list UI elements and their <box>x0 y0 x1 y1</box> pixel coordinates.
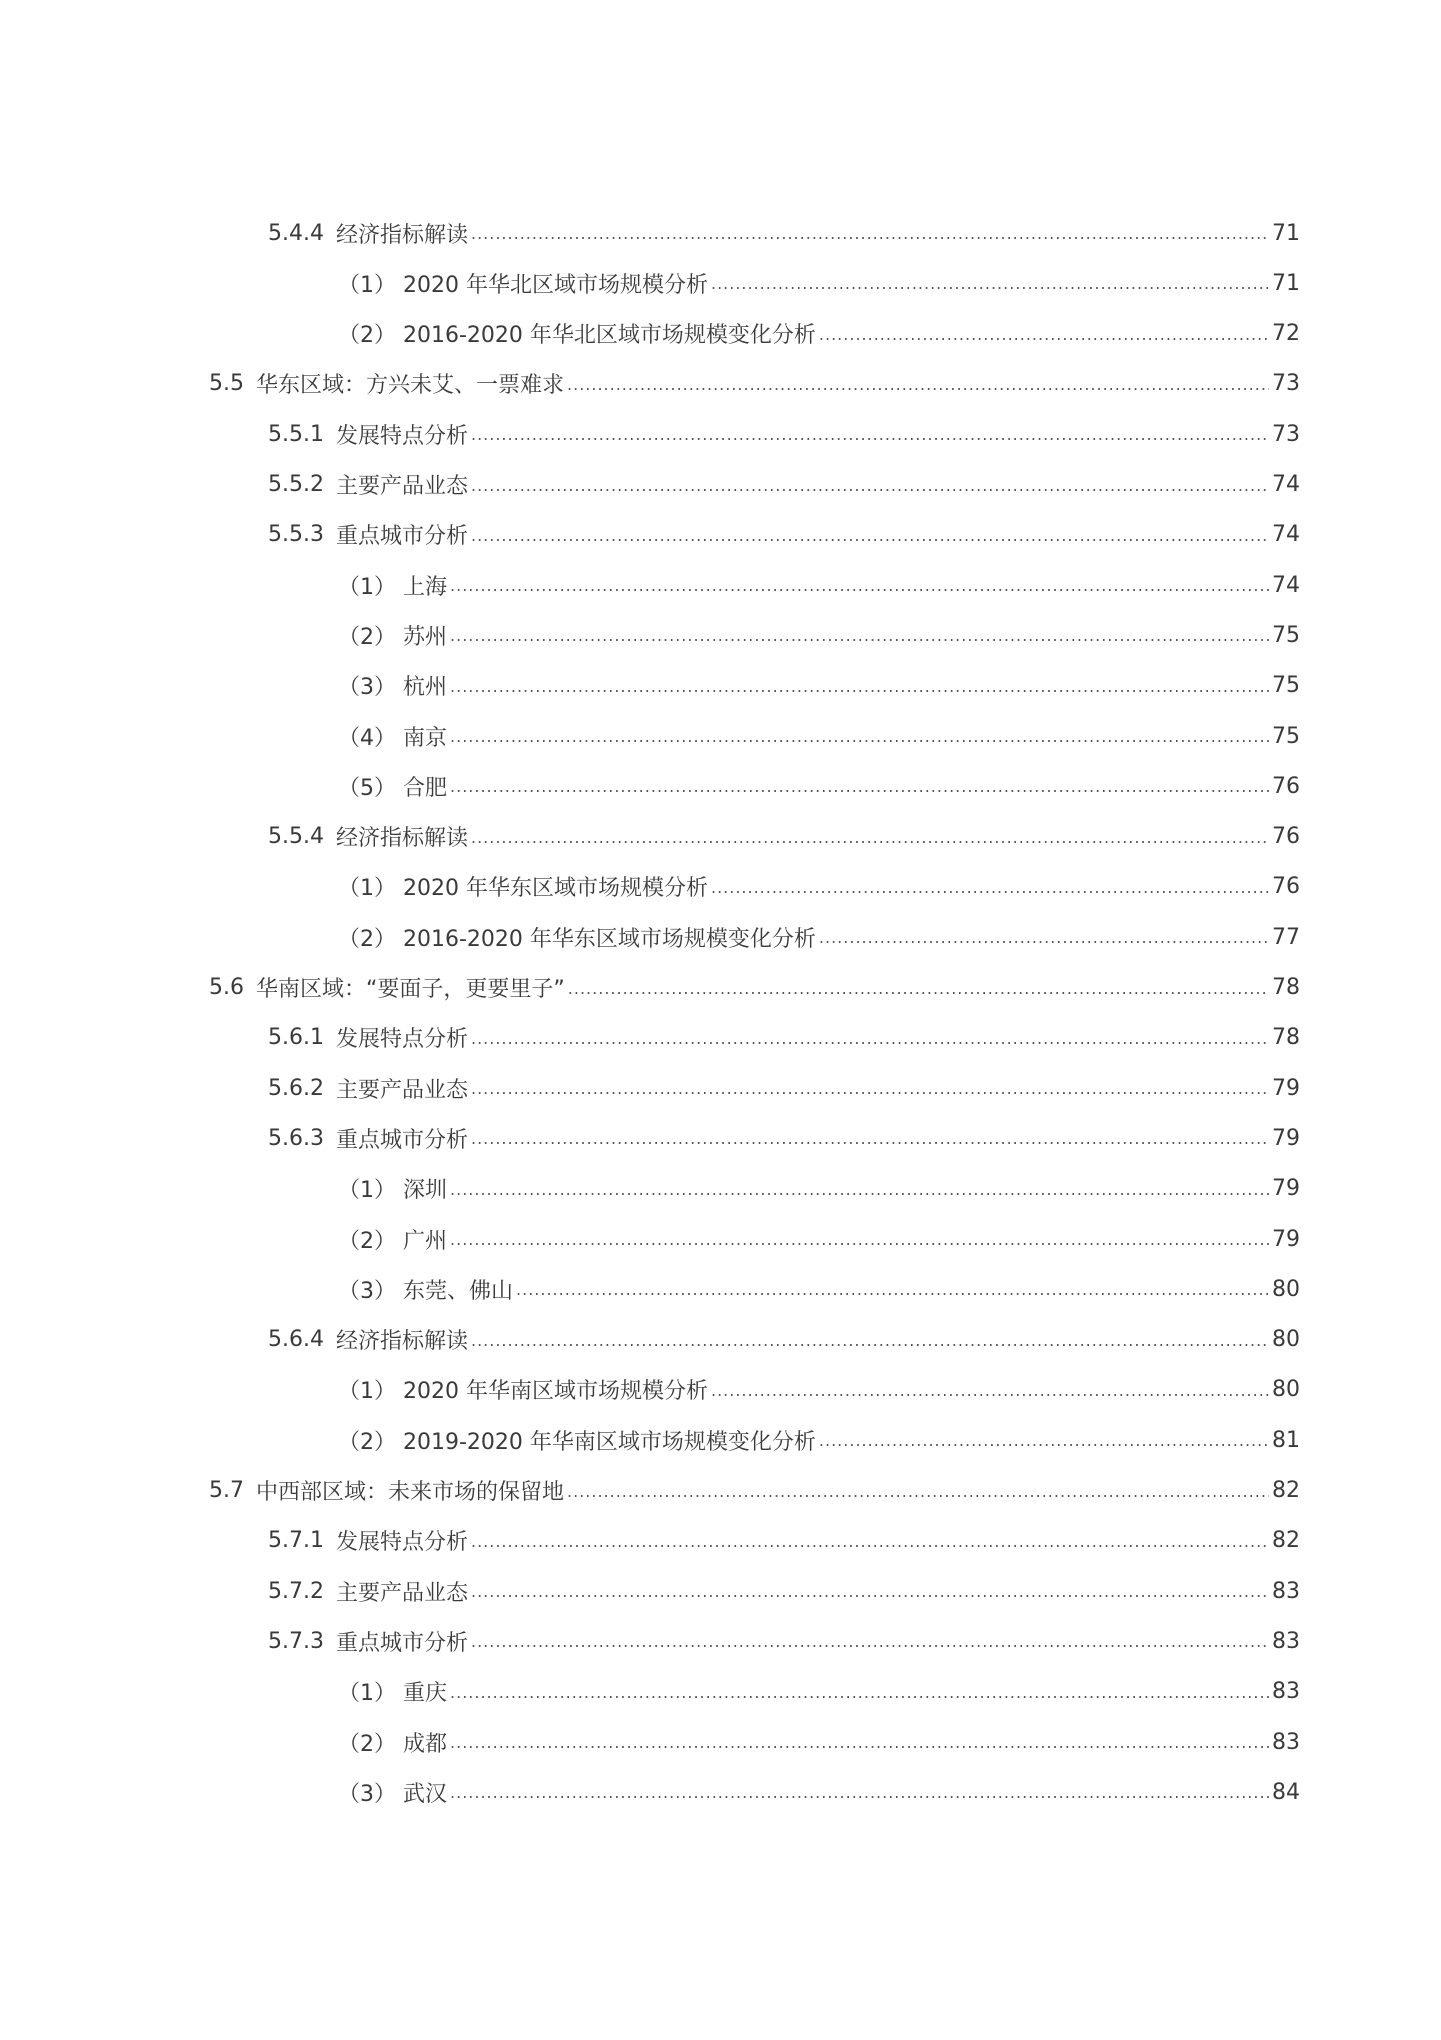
toc-entry-number: （1） <box>338 1178 396 1204</box>
toc-entry-page: 80 <box>1272 1327 1300 1353</box>
dot-leader <box>471 1331 1269 1357</box>
toc-entry-page: 74 <box>1272 572 1300 598</box>
dot-leader <box>711 274 1269 300</box>
toc-entry[interactable] <box>209 367 1300 401</box>
toc-entry-page: 73 <box>1272 371 1300 397</box>
toc-entry-number: （1） <box>338 574 396 600</box>
dot-leader <box>819 1431 1269 1457</box>
toc-entry-title: 重点城市分析 <box>335 524 468 550</box>
toc-entry[interactable] <box>338 568 1300 602</box>
toc-entry[interactable] <box>268 820 1300 854</box>
toc-entry-title: 成都 <box>403 1731 448 1757</box>
toc-entry-page: 80 <box>1272 1377 1300 1403</box>
toc-entry-title: 广州 <box>403 1228 448 1254</box>
toc-entry-page: 76 <box>1272 824 1300 850</box>
toc-entry[interactable] <box>268 1524 1300 1558</box>
toc-entry-number: 5.6.2 <box>268 1075 324 1101</box>
toc-entry-number: （2） <box>338 323 396 349</box>
toc-entry[interactable] <box>268 1071 1300 1105</box>
toc-entry-page: 75 <box>1272 673 1300 699</box>
dot-leader <box>450 1683 1269 1709</box>
dot-leader <box>471 1079 1269 1105</box>
dot-leader <box>471 526 1269 552</box>
toc-entry-page: 74 <box>1272 522 1300 548</box>
toc-entry-number: 5.5.1 <box>268 421 324 447</box>
dot-leader <box>567 375 1269 401</box>
toc-entry[interactable] <box>338 669 1300 703</box>
toc-entry-title: 经济指标解读 <box>335 1329 468 1355</box>
toc-entry-title: 重点城市分析 <box>335 1630 468 1656</box>
dot-leader <box>450 1230 1269 1256</box>
toc-entry-page: 79 <box>1272 1176 1300 1202</box>
toc-entry[interactable] <box>268 468 1300 502</box>
toc-entry[interactable] <box>338 1373 1300 1407</box>
toc-entry-page: 83 <box>1272 1729 1300 1755</box>
dot-leader <box>450 777 1269 803</box>
toc-entry-title: 2020 年华东区域市场规模分析 <box>403 876 708 902</box>
toc-entry-number: （2） <box>338 624 396 650</box>
toc-entry-number: 5.7 <box>209 1478 244 1503</box>
toc-entry-number: 5.7.2 <box>268 1578 324 1604</box>
toc-entry-title: 发展特点分析 <box>335 423 468 449</box>
toc-entry[interactable] <box>268 1323 1300 1357</box>
dot-leader <box>471 828 1269 854</box>
dot-leader <box>450 1180 1269 1206</box>
toc-entry-number: 5.5.4 <box>268 824 324 850</box>
toc-entry-title: 中西部区域：未来市场的保留地 <box>256 1480 565 1505</box>
toc-entry-number: （1） <box>338 272 396 298</box>
toc-entry[interactable] <box>268 417 1300 451</box>
toc-entry-number: 5.4.4 <box>268 220 324 246</box>
toc-entry-number: 5.5 <box>209 371 244 397</box>
dot-leader <box>450 677 1269 703</box>
dot-leader <box>471 425 1269 451</box>
toc-entry-title: 上海 <box>403 574 448 600</box>
toc-entry-title: 杭州 <box>403 675 448 701</box>
toc-entry[interactable] <box>338 1725 1300 1759</box>
toc-entry-page: 83 <box>1272 1679 1300 1705</box>
toc-entry[interactable] <box>338 1222 1300 1256</box>
dot-leader <box>471 1029 1269 1055</box>
toc-entry-number: 5.5.2 <box>268 472 324 497</box>
dot-leader <box>819 325 1269 351</box>
toc-entry-page: 79 <box>1272 1075 1300 1101</box>
toc-entry-page: 71 <box>1272 270 1300 296</box>
toc-entry-page: 78 <box>1272 975 1300 1000</box>
toc-entry-page: 83 <box>1272 1578 1300 1604</box>
dot-leader <box>568 979 1269 1005</box>
toc-entry[interactable] <box>338 1675 1300 1709</box>
dot-leader <box>567 1482 1269 1508</box>
toc-entry-title: 武汉 <box>403 1781 448 1807</box>
dot-leader <box>471 1129 1269 1155</box>
toc-entry-number: 5.7.1 <box>268 1528 324 1554</box>
toc-entry[interactable] <box>268 1021 1300 1055</box>
toc-entry-page: 76 <box>1272 874 1300 900</box>
toc-entry[interactable] <box>338 618 1300 652</box>
toc-entry-page: 72 <box>1272 321 1300 347</box>
dot-leader <box>450 576 1269 602</box>
toc-entry-title: 深圳 <box>403 1178 448 1204</box>
toc-entry-page: 84 <box>1272 1779 1300 1805</box>
toc-entry-title: 2016-2020 年华北区域市场规模变化分析 <box>403 323 816 349</box>
toc-entry-title: 2016-2020 年华东区域市场规模变化分析 <box>403 926 816 952</box>
toc-entry[interactable] <box>338 719 1300 753</box>
toc-entry-page: 83 <box>1272 1628 1300 1654</box>
toc-entry-title: 发展特点分析 <box>335 1027 468 1053</box>
toc-entry-title: 2020 年华北区域市场规模分析 <box>403 272 708 298</box>
toc-entry-number: 5.5.3 <box>268 522 324 548</box>
toc-entry-title: 苏州 <box>403 624 448 650</box>
toc-entry-title: 合肥 <box>403 775 448 801</box>
toc-entry[interactable] <box>338 1272 1300 1306</box>
toc-entry[interactable] <box>268 216 1300 250</box>
toc-entry-number: 5.6.1 <box>268 1025 324 1051</box>
toc-entry-title: 重点城市分析 <box>335 1127 468 1153</box>
dot-leader <box>471 224 1269 250</box>
toc-entry-number: （3） <box>338 675 396 701</box>
dot-leader <box>516 1280 1269 1306</box>
dot-leader <box>450 1733 1269 1759</box>
toc-entry[interactable] <box>338 1172 1300 1206</box>
toc-entry-number: （2） <box>338 926 396 952</box>
toc-entry-title: 2020 年华南区域市场规模分析 <box>403 1379 708 1405</box>
toc-entry[interactable] <box>268 518 1300 552</box>
toc-entry-title: 主要产品业态 <box>335 1077 468 1103</box>
toc-entry-number: 5.6 <box>209 975 244 1000</box>
toc-entry-title: 主要产品业态 <box>335 1580 468 1606</box>
toc-entry[interactable] <box>338 1423 1300 1457</box>
toc-entry-page: 75 <box>1272 622 1300 648</box>
toc-entry-page: 82 <box>1272 1478 1300 1503</box>
toc-entry[interactable] <box>268 1624 1300 1658</box>
dot-leader <box>471 1582 1269 1608</box>
toc-entry-page: 74 <box>1272 472 1300 497</box>
dot-leader <box>450 1783 1269 1809</box>
toc-entry-number: （1） <box>338 1379 396 1405</box>
toc-entry[interactable] <box>209 971 1300 1005</box>
toc-entry-title: 重庆 <box>403 1681 448 1707</box>
toc-entry[interactable] <box>268 1574 1300 1608</box>
toc-entry[interactable] <box>338 1775 1300 1809</box>
toc-entry-title: 主要产品业态 <box>335 474 468 499</box>
toc-entry-title: 2019-2020 年华南区域市场规模变化分析 <box>403 1429 816 1455</box>
toc-entry-number: （2） <box>338 1228 396 1254</box>
toc-entry-number: （3） <box>338 1781 396 1807</box>
toc-entry-title: 发展特点分析 <box>335 1530 468 1556</box>
toc-entry-page: 73 <box>1272 421 1300 447</box>
dot-leader <box>819 928 1269 954</box>
toc-entry-page: 81 <box>1272 1427 1300 1453</box>
toc-entry[interactable] <box>209 1474 1300 1508</box>
dot-leader <box>471 1632 1269 1658</box>
toc-entry[interactable] <box>268 1121 1300 1155</box>
toc-entry-number: 5.7.3 <box>268 1628 324 1654</box>
toc-entry-page: 71 <box>1272 220 1300 246</box>
toc-entry-title: 东莞、佛山 <box>403 1278 514 1304</box>
toc-entry-number: （1） <box>338 1681 396 1707</box>
toc-entry-number: 5.6.3 <box>268 1125 324 1151</box>
toc-entry-page: 76 <box>1272 773 1300 799</box>
toc-entry-page: 80 <box>1272 1276 1300 1302</box>
dot-leader <box>450 626 1269 652</box>
dot-leader <box>450 727 1269 753</box>
toc-entry-page: 77 <box>1272 924 1300 950</box>
toc-entry-page: 82 <box>1272 1528 1300 1554</box>
toc-entry-number: （4） <box>338 725 396 751</box>
toc-entry-page: 75 <box>1272 723 1300 749</box>
toc-entry-number: 5.6.4 <box>268 1327 324 1353</box>
toc-entry-title: 华东区域：方兴未艾、一票难求 <box>256 373 565 399</box>
toc-entry-title: 南京 <box>403 725 448 751</box>
toc-entry-title: 经济指标解读 <box>335 222 468 248</box>
toc-entry-number: （3） <box>338 1278 396 1304</box>
toc-entry-number: （1） <box>338 876 396 902</box>
dot-leader <box>471 1532 1269 1558</box>
toc-entry-title: 华南区域：“要面子，更要里子” <box>256 977 565 1002</box>
dot-leader <box>471 476 1269 502</box>
toc-entry-page: 79 <box>1272 1226 1300 1252</box>
toc-entry-number: （2） <box>338 1731 396 1757</box>
dot-leader <box>711 1381 1269 1407</box>
toc-entry-title: 经济指标解读 <box>335 826 468 852</box>
toc-entry[interactable] <box>338 920 1300 954</box>
toc-entry[interactable] <box>338 266 1300 300</box>
toc-entry[interactable] <box>338 317 1300 351</box>
toc-entry-page: 79 <box>1272 1125 1300 1151</box>
toc-entry[interactable] <box>338 870 1300 904</box>
toc-entry-page: 78 <box>1272 1025 1300 1051</box>
toc-entry-number: （2） <box>338 1429 396 1455</box>
dot-leader <box>711 878 1269 904</box>
toc-entry-number: （5） <box>338 775 396 801</box>
toc-entry[interactable] <box>338 769 1300 803</box>
